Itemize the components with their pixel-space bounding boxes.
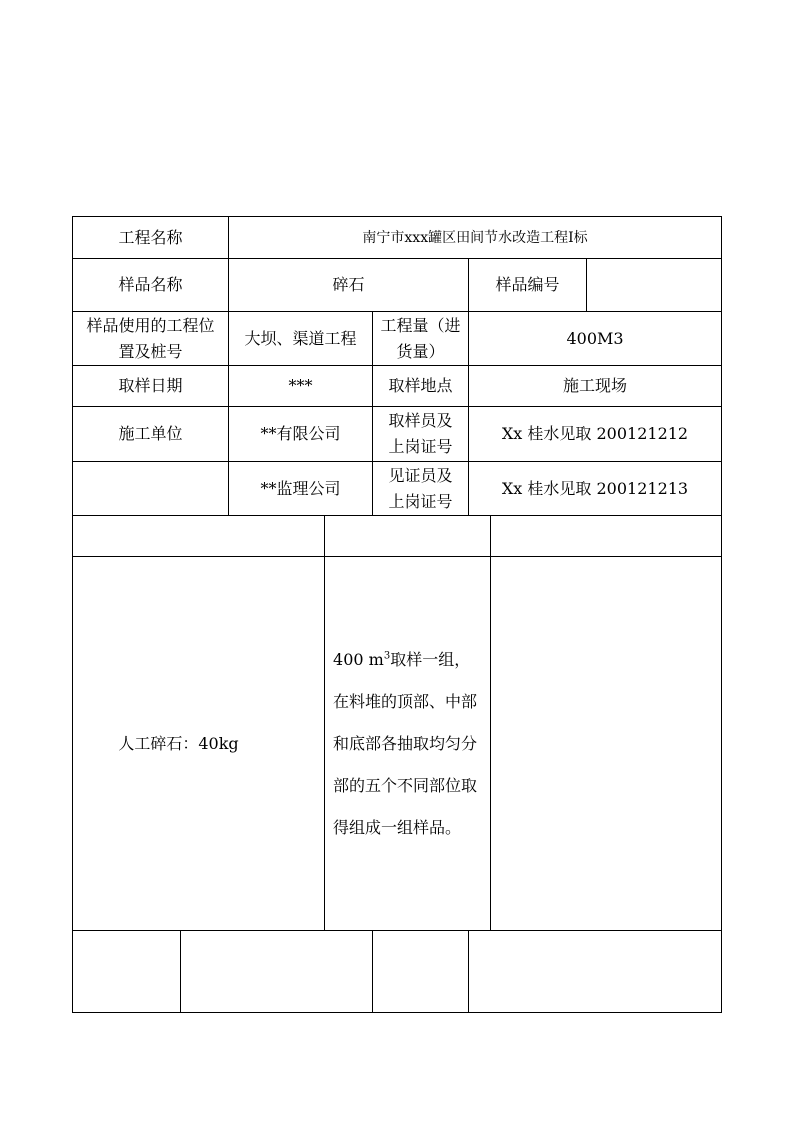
sampling-method-part2: 取样一组，在料堆的顶部、中部和底部各抽取均匀分部的五个不同部位取得组成一组样品。 <box>333 649 478 837</box>
sampler-cert-label: 取样员及上岗证号 <box>373 407 469 462</box>
sampling-place-label: 取样地点 <box>373 366 469 407</box>
project-name-label: 工程名称 <box>73 217 229 259</box>
row-supervision-unit <box>73 462 722 516</box>
sample-name-value: 碎石 <box>229 259 469 312</box>
remarks-header <box>491 516 722 557</box>
sampling-method-sup: 3 <box>383 650 391 662</box>
row-sampling-date <box>73 366 722 407</box>
usage-location-label: 样品使用的工程位置及桩号 <box>73 312 229 366</box>
row-project-name <box>73 217 722 259</box>
row-sample-name <box>73 259 722 312</box>
signature-cell-2 <box>181 931 373 1013</box>
sampling-date-label: 取样日期 <box>73 366 229 407</box>
row-signatures <box>73 931 722 1013</box>
row-section-headers <box>73 516 722 557</box>
project-name-value: 南宁市xxx罐区田间节水改造工程Ⅰ标 <box>229 217 722 259</box>
quantity-label: 工程量（进货量） <box>373 312 469 366</box>
signature-cell-4 <box>469 931 722 1013</box>
sample-number-value <box>587 259 722 312</box>
construction-unit-label: 施工单位 <box>73 407 229 462</box>
usage-location-value: 大坝、渠道工程 <box>229 312 373 366</box>
quantity-value: 400M3 <box>469 312 722 366</box>
row-usage-location <box>73 312 722 366</box>
supervision-unit-value: **监理公司 <box>229 462 373 516</box>
sampling-method-header <box>325 516 491 557</box>
row-sampling-details <box>73 557 722 931</box>
sample-number-label: 样品编号 <box>469 259 587 312</box>
signature-cell-1 <box>73 931 181 1013</box>
sample-name-label: 样品名称 <box>73 259 229 312</box>
sampling-date-value: *** <box>229 366 373 407</box>
sampling-method-part1: 400 m <box>333 649 384 669</box>
sampling-place-value: 施工现场 <box>469 366 722 407</box>
sampler-cert-value: Xx 桂水见取 200121212 <box>469 407 722 462</box>
row-construction-unit <box>73 407 722 462</box>
witness-cert-value: Xx 桂水见取 200121213 <box>469 462 722 516</box>
witness-cert-label: 见证员及上岗证号 <box>373 462 469 516</box>
supervision-unit-label <box>73 462 229 516</box>
sample-quantity-value: 人工碎石：40kg <box>73 557 325 931</box>
sampling-record-table <box>72 216 722 1013</box>
signature-cell-3 <box>373 931 469 1013</box>
sampling-method-text <box>325 557 491 931</box>
sample-quantity-header <box>73 516 325 557</box>
construction-unit-value: **有限公司 <box>229 407 373 462</box>
sampling-remarks <box>491 557 722 931</box>
